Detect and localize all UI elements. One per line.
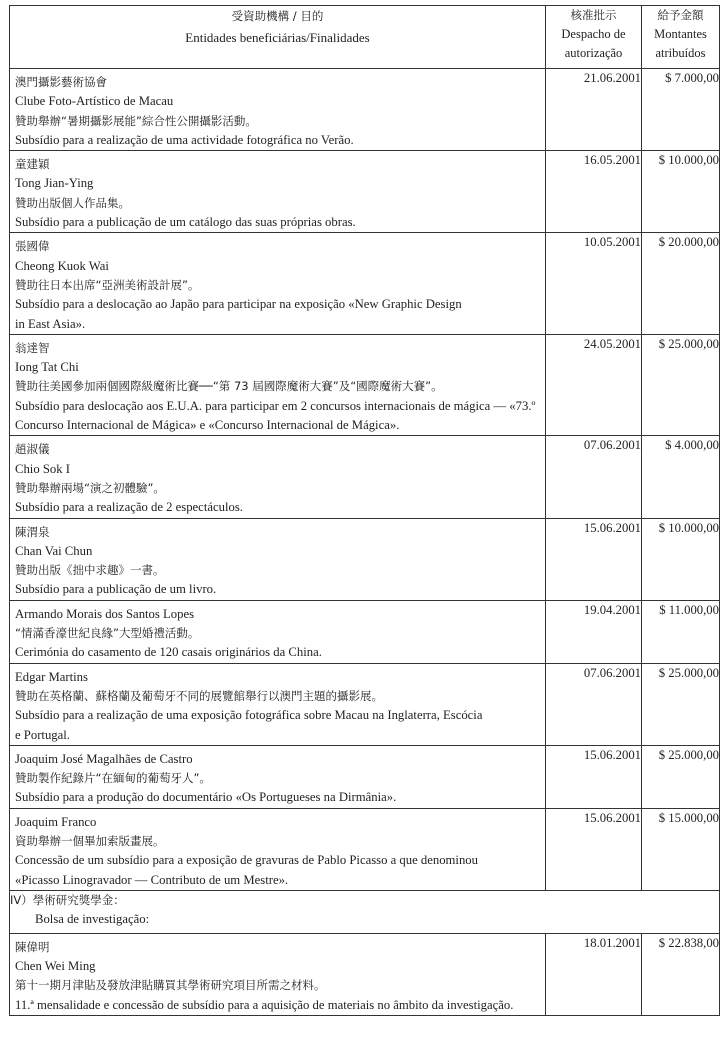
beneficiary-cell [10,933,546,1015]
beneficiary-cell [10,151,546,233]
section-heading [10,890,720,933]
purpose-pt: Subsídio para a publicação de um livro. [15,582,217,597]
purpose-zh: 贊助往美國參加兩個國際級魔術比賽──“第 73 屆國際魔術大賽”及“國際魔術大賽”。 [15,379,443,394]
amount: $ 4.000,00 [642,436,720,518]
authorization-date: 07.06.2001 [546,663,642,745]
authorization-date: 07.06.2001 [546,436,642,518]
table-row [10,436,720,518]
table-row [10,233,720,334]
beneficiary-name-zh: 張國偉 [15,239,50,254]
purpose-pt: e Portugal. [15,727,70,742]
amount: $ 10.000,00 [642,518,720,600]
beneficiary-name-zh: 童建穎 [15,157,50,172]
amount: $ 15.000,00 [642,808,720,890]
purpose-pt: Subsídio para a realização de uma exposição fotográfica sobre Macau na Inglaterra, Escócia [15,708,483,723]
purpose-pt: Subsídio para a publicação de um catálogo das suas próprias obras. [15,215,356,230]
beneficiary-name-pt: Chen Wei Ming [15,959,96,974]
purpose-pt: Concessão de um subsídio para a exposição de gravuras de Pablo Picasso a que denominou [15,853,478,868]
table-row [10,151,720,233]
amount: $ 20.000,00 [642,233,720,334]
header-amounts: 給予金額 Montantes atribuídos [642,6,720,69]
section-row [10,890,720,933]
purpose-zh: 第十一期月津貼及發放津貼購買其學術研究項目所需之材料。 [15,978,326,993]
amount: $ 25.000,00 [642,663,720,745]
amount: $ 11.000,00 [642,600,720,663]
purpose-pt: Concurso Internacional de Mágica» e «Concurso Internacional de Mágica». [15,418,400,433]
beneficiary-cell [10,518,546,600]
purpose-zh: “情滿香濠世紀良緣”大型婚禮活動。 [15,626,200,641]
section-title-zh: IV）學術研究獎學金： [10,892,125,907]
beneficiary-cell [10,69,546,151]
authorization-date: 18.01.2001 [546,933,642,1015]
beneficiary-name-zh: 澳門攝影藝術協會 [15,75,107,89]
table-row [10,933,720,1015]
purpose-zh: 贊助舉辦“暑期攝影展能”綜合性公開攝影活動。 [15,113,257,128]
beneficiary-name-pt: Armando Morais dos Santos Lopes [15,606,195,621]
beneficiary-cell [10,233,546,334]
beneficiary-name-pt: Edgar Martins [15,669,88,684]
table-row [10,69,720,151]
beneficiary-name-pt: Cheong Kuok Wai [15,258,109,273]
authorization-date: 19.04.2001 [546,600,642,663]
table-row [10,745,720,808]
beneficiary-name-zh: 陳偉明 [15,939,50,954]
purpose-zh: 贊助往日本出席“亞洲美術設計展”。 [15,277,200,292]
beneficiary-cell [10,436,546,518]
amount: $ 25.000,00 [642,745,720,808]
amount: $ 25.000,00 [642,334,720,435]
beneficiary-name-zh: 陳渭泉 [15,524,50,539]
header-authorization: 核准批示 Despacho de autorização [546,6,642,69]
beneficiary-cell [10,334,546,435]
authorization-date: 15.06.2001 [546,808,642,890]
beneficiary-name-pt: Joaquim Franco [15,814,97,829]
authorization-date: 10.05.2001 [546,233,642,334]
purpose-pt: Subsídio para a realização de 2 espectáculos. [15,500,243,515]
beneficiary-name-zh: 翁達智 [15,340,50,355]
purpose-pt: 11.ª mensalidade e concessão de subsídio para a aquisição de materiais no âmbito da investigação. [15,997,514,1012]
beneficiary-name-pt: Joaquim José Magalhães de Castro [15,751,193,766]
purpose-pt: Subsídio para deslocação aos E.U.A. para participar em 2 concursos internacionais de mágica — «73.º [15,398,536,413]
purpose-zh: 贊助製作紀錄片“在緬甸的葡萄牙人”。 [15,771,211,786]
beneficiary-name-pt: Chio Sok I [15,461,70,476]
section-title-pt: Bolsa de investigação: [35,912,150,927]
table-header [10,6,720,69]
authorization-date: 24.05.2001 [546,334,642,435]
amount: $ 7.000,00 [642,69,720,151]
beneficiary-name-pt: Chan Vai Chun [15,543,93,558]
purpose-zh: 贊助出版個人作品集。 [15,195,130,210]
purpose-pt: «Picasso Linogravador — Contributo de um Mestre». [15,872,289,887]
purpose-zh: 贊助在英格蘭、蘇格蘭及葡萄牙不同的展覽館舉行以澳門主題的攝影展。 [15,688,383,703]
amount: $ 10.000,00 [642,151,720,233]
beneficiary-cell [10,600,546,663]
purpose-zh: 贊助舉辦兩場“演之初體驗”。 [15,480,165,495]
purpose-zh: 贊助出版《拙中求趣》一書。 [15,563,165,578]
authorization-date: 21.06.2001 [546,69,642,151]
beneficiary-cell [10,745,546,808]
purpose-pt: Subsídio para a realização de uma actividade fotográfica no Verão. [15,132,354,147]
authorization-date: 15.06.2001 [546,518,642,600]
purpose-pt: Cerimónia do casamento de 120 casais originários da China. [15,645,322,660]
beneficiary-name-pt: Clube Foto-Artístico de Macau [15,94,174,109]
beneficiary-name-pt: Iong Tat Chi [15,360,79,375]
grants-table [9,5,720,1016]
beneficiary-cell [10,808,546,890]
beneficiary-cell [10,663,546,745]
table-row [10,600,720,663]
purpose-pt: in East Asia». [15,316,86,331]
authorization-date: 15.06.2001 [546,745,642,808]
table-row [10,808,720,890]
purpose-zh: 資助舉辦一個畢加索版畫展。 [15,833,165,848]
table-row [10,663,720,745]
authorization-date: 16.05.2001 [546,151,642,233]
amount: $ 22.838,00 [642,933,720,1015]
table-row [10,518,720,600]
table-row [10,334,720,435]
header-beneficiaries: 受資助機構 / 目的 Entidades beneficiárias/Finalidades [10,6,546,69]
beneficiary-name-zh: 趙淑儀 [15,442,50,457]
purpose-pt: Subsídio para a produção do documentário «Os Portugueses na Dirmânia». [15,790,397,805]
beneficiary-name-pt: Tong Jian-Ying [15,176,94,191]
purpose-pt: Subsídio para a deslocação ao Japão para participar na exposição «New Graphic Design [15,297,462,312]
